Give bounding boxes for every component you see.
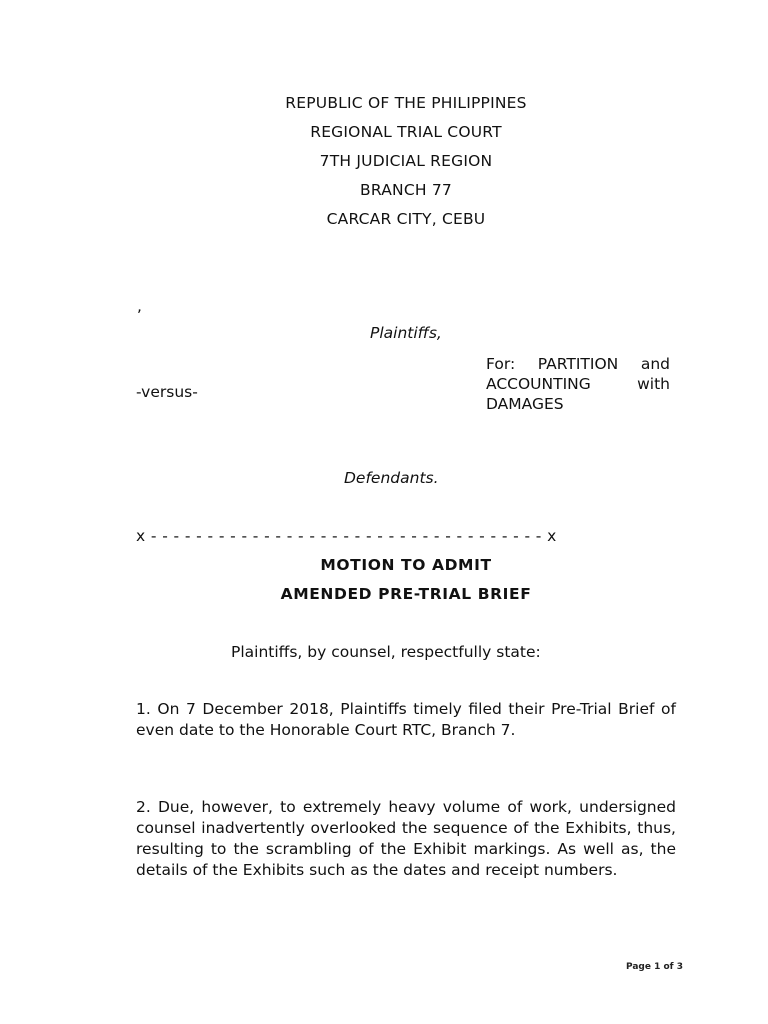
plaintiff-name-placeholder: , (137, 297, 142, 315)
paragraph-2: 2. Due, however, to extremely heavy volume of work, undersigned counsel inadvertently overlooked the sequence of the Exhibits, thus, resulting to the scrambling of the Exhibit markings. As well as, the details of the Exhibits such as the dates and receipt numbers. (136, 798, 676, 879)
case-nature-line-3: DAMAGES (486, 395, 564, 413)
defendants-label: Defendants. (344, 469, 439, 487)
case-nature-line-1: For: PARTITION and (486, 355, 670, 373)
case-nature-line-2: ACCOUNTING with (486, 375, 670, 393)
document-subtitle: AMENDED PRE-TRIAL BRIEF (280, 585, 532, 603)
header-region: 7TH JUDICIAL REGION (319, 152, 493, 170)
document-title: MOTION TO ADMIT (320, 556, 492, 574)
intro-statement: Plaintiffs, by counsel, respectfully state: (231, 643, 541, 661)
plaintiffs-label: Plaintiffs, (370, 324, 442, 342)
header-court: REGIONAL TRIAL COURT (310, 123, 502, 141)
header-city: CARCAR CITY, CEBU (326, 210, 486, 228)
case-nature (486, 354, 670, 414)
caption-separator: x - - - - - - - - - - - - - - - - - - - - - - - - - - - - - - - - - - - x (136, 527, 557, 545)
header-branch: BRANCH 77 (360, 181, 452, 199)
header-republic: REPUBLIC OF THE PHILIPPINES (285, 94, 527, 112)
page-number: Page 1 of 3 (626, 962, 683, 972)
versus-label: -versus- (136, 383, 198, 401)
paragraph-1: 1. On 7 December 2018, Plaintiffs timely filed their Pre-Trial Brief of even date to the Honorable Court RTC, Branch 7. (136, 700, 676, 739)
